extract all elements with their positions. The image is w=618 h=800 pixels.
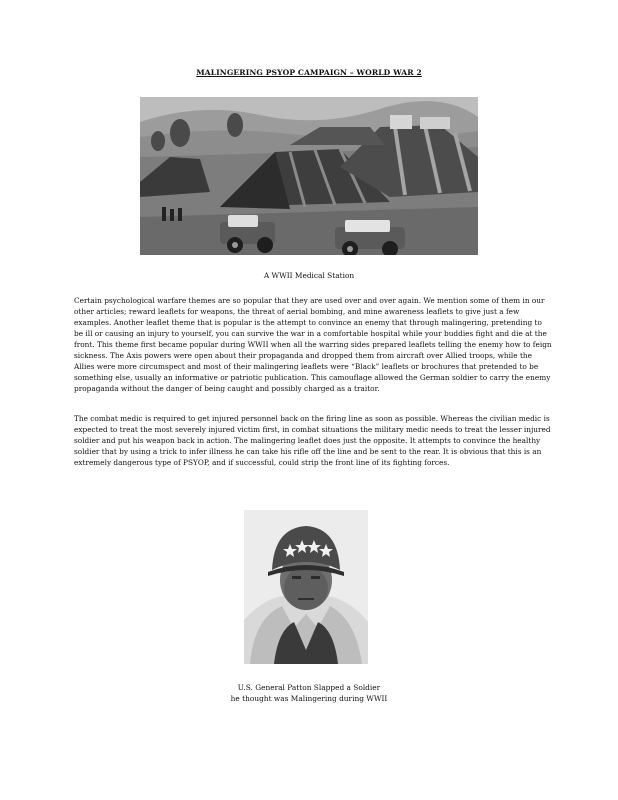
paragraph-2: The combat medic is required to get injured personnel back on the firing line as soon as possible. Whereas the civilian medic is expected to treat the most severely injured victim first, in combat situations the military medic needs to treat the lesser injured soldier and put his weapon back in action. The malingering leaflet does just the opposite. It attempts to convince the healthy soldier that by using a trick to infer illness he can take his rifle off the line and be sent to the rear. It is obvious that this is an extremely dangerous type of PSYOP, and if successful, could strip the front line of its fighting forces. [74,414,551,467]
figure2-caption-line2: he thought was Malingering during WWII [230,694,388,703]
paragraph-1: Certain psychological warfare themes are so popular that they are used over and over again. We mention some of them in our other articles; reward leaflets for weapons, the threat of aerial bombing, and mine awareness leaflets to give just a few examples. Another leaflet theme that is popular is the attempt to convince an enemy that through malingering, pretending to be ill or causing an injury to yourself, you can survive the war in a comfortable hospital while your buddies fight and die at the front. This theme first became popular during WWII when all the warring sides prepared leaflets telling the enemy how to feign sickness. The Axis powers were open about their propaganda and dropped them from aircraft over Allied troops, while the Allies were more circumspect and most of their malingering leaflets were “Black” leaflets or brochures that pretended to be something else, usually an informative or patriotic publication. This camouflage allowed the German soldier to carry the enemy propaganda without the danger of being caught and possibly charged as a traitor. [74,296,552,393]
document-title: MALINGERING PSYOP CAMPAIGN – WORLD WAR 2 [196,68,422,77]
patton-portrait-photo [244,510,368,664]
figure1-caption: A WWII Medical Station [263,271,355,280]
medical-station-photo [140,97,478,255]
figure2-caption-line1: U.S. General Patton Slapped a Soldier [237,683,381,692]
figure2-caption [0,682,618,704]
